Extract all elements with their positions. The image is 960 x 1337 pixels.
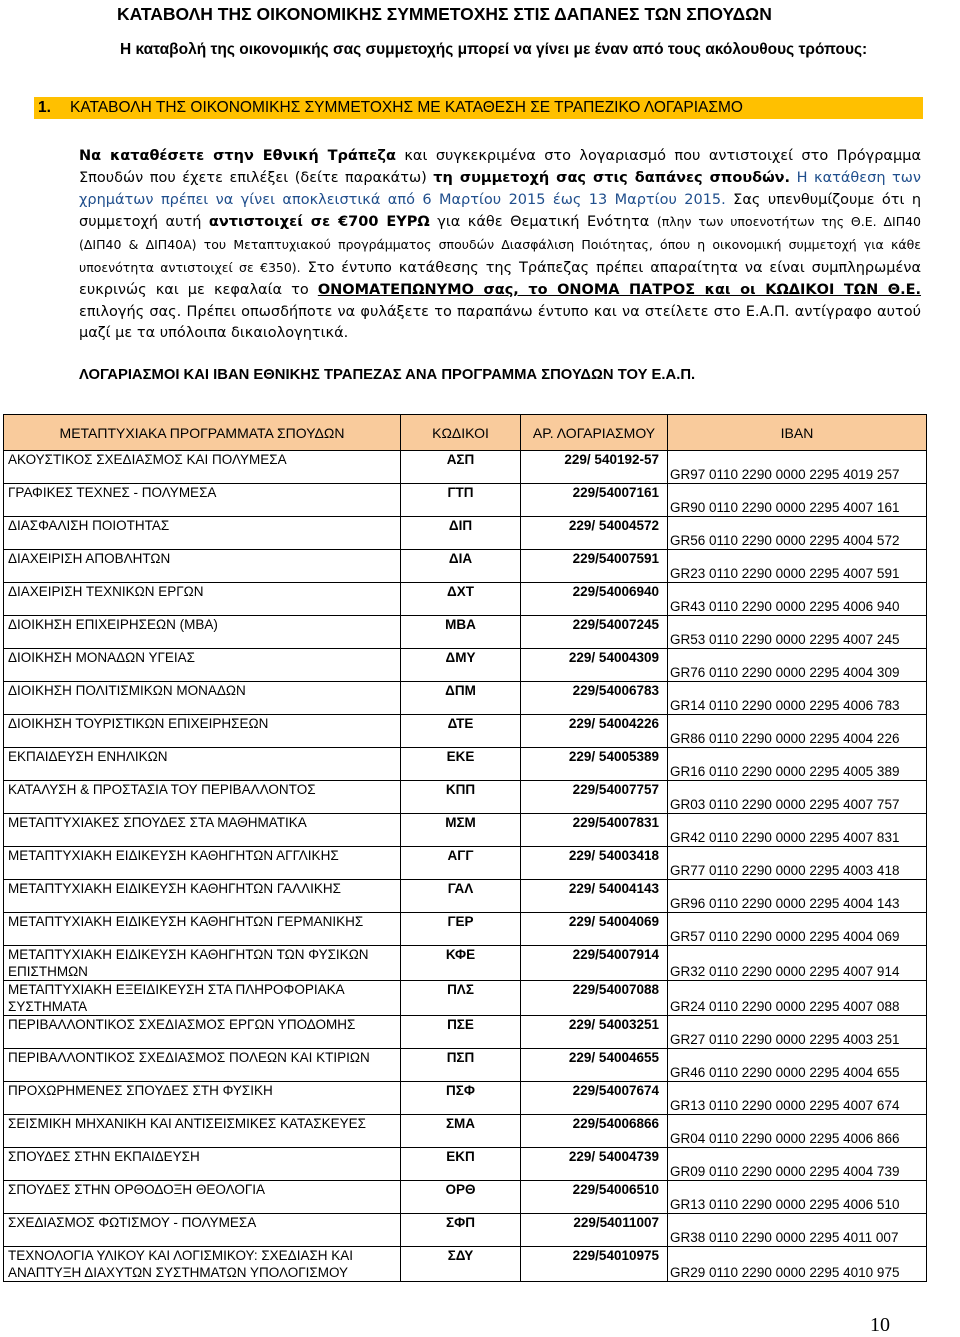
accounts-heading: ΛΟΓΑΡΙΑΣΜΟΙ ΚΑΙ IBAN ΕΘΝΙΚΗΣ ΤΡΑΠΕΖΑΣ ΑΝΑ ΠΡΟΓΡΑΜΜΑ ΣΠΟΥΔΩΝ ΤΟΥ Ε.Α.Π. — [79, 367, 696, 383]
account-cell: 229/ 540192-57 — [521, 451, 668, 484]
table-row — [4, 484, 927, 517]
iban-cell: GR24 0110 2290 0000 2295 4007 088 — [668, 981, 927, 1016]
program-cell: ΚΑΤΑΛΥΣΗ & ΠΡΟΣΤΑΣΙΑ ΤΟΥ ΠΕΡΙΒΑΛΛΟΝΤΟΣ — [4, 781, 401, 814]
code-cell: ΣΔΥ — [401, 1247, 521, 1282]
program-cell: ΠΡΟΧΩΡΗΜΕΝΕΣ ΣΠΟΥΔΕΣ ΣΤΗ ΦΥΣΙΚΗ — [4, 1082, 401, 1115]
code-cell: ΚΠΠ — [401, 781, 521, 814]
table-row — [4, 1247, 927, 1282]
table-row — [4, 1214, 927, 1247]
account-cell: 229/54007161 — [521, 484, 668, 517]
table-row — [4, 1049, 927, 1082]
table-row — [4, 1016, 927, 1049]
column-header-program: ΜΕΤΑΠΤΥΧΙΑΚΑ ΠΡΟΓΡΑΜΜΑΤΑ ΣΠΟΥΔΩΝ — [4, 415, 401, 451]
para-text-1: και συγκεκριμένα στο λογαριασμό που αντιστοιχεί στο Πρόγραμμα Σπουδών που έχετε επιλέξει (δείτε παρακάτω) — [79, 148, 921, 186]
code-cell: ΜΒΑ — [401, 616, 521, 649]
program-cell: ΜΕΤΑΠΤΥΧΙΑΚΗ ΕΞΕΙΔΙΚΕΥΣΗ ΣΤΑ ΠΛΗΡΟΦΟΡΙΑΚΑ ΣΥΣΤΗΜΑΤΑ — [4, 981, 401, 1016]
program-cell: ΔΙΑΣΦΑΛΙΣΗ ΠΟΙΟΤΗΤΑΣ — [4, 517, 401, 550]
iban-cell: GR04 0110 2290 0000 2295 4006 866 — [668, 1115, 927, 1148]
column-header-account: ΑΡ. ΛΟΓΑΡΙΑΣΜΟΥ — [521, 415, 668, 451]
iban-cell: GR32 0110 2290 0000 2295 4007 914 — [668, 946, 927, 981]
table-row — [4, 616, 927, 649]
accounts-table-container — [3, 414, 926, 1282]
account-cell: 229/ 54003251 — [521, 1016, 668, 1049]
account-cell: 229/54006940 — [521, 583, 668, 616]
account-cell: 229/54007591 — [521, 550, 668, 583]
section-title: ΚΑΤΑΒΟΛΗ ΤΗΣ ΟΙΚΟΝΟΜΙΚΗΣ ΣΥΜΜΕΤΟΧΗΣ ΜΕ ΚΑΤΑΘΕΣΗ ΣΕ ΤΡΑΠΕΖΙΚΟ ΛΟΓΑΡΙΑΣΜΟ — [70, 99, 743, 116]
table-row — [4, 781, 927, 814]
code-cell: ΠΣΕ — [401, 1016, 521, 1049]
code-cell: ΑΣΠ — [401, 451, 521, 484]
table-row — [4, 550, 927, 583]
iban-cell: GR03 0110 2290 0000 2295 4007 757 — [668, 781, 927, 814]
code-cell: ΠΛΣ — [401, 981, 521, 1016]
code-cell: ΣΦΠ — [401, 1214, 521, 1247]
program-cell: ΜΕΤΑΠΤΥΧΙΑΚΕΣ ΣΠΟΥΔΕΣ ΣΤΑ ΜΑΘΗΜΑΤΙΚΑ — [4, 814, 401, 847]
para-emphasis-1: τη συμμετοχή σας στις δαπάνες σπουδών. — [433, 169, 791, 186]
program-cell: ΔΙΑΧΕΙΡΙΣΗ ΑΠΟΒΛΗΤΩΝ — [4, 550, 401, 583]
para-text-3: για κάθε Θεματική Ενότητα — [429, 214, 657, 231]
program-cell: ΔΙΟΙΚΗΣΗ ΠΟΛΙΤΙΣΜΙΚΩΝ ΜΟΝΑΔΩΝ — [4, 682, 401, 715]
account-cell: 229/ 54004143 — [521, 880, 668, 913]
code-cell: ΠΣΠ — [401, 1049, 521, 1082]
program-cell: ΔΙΟΙΚΗΣΗ ΤΟΥΡΙΣΤΙΚΩΝ ΕΠΙΧΕΙΡΗΣΕΩΝ — [4, 715, 401, 748]
iban-cell: GR29 0110 2290 0000 2295 4010 975 — [668, 1247, 927, 1282]
table-row — [4, 649, 927, 682]
table-row — [4, 814, 927, 847]
instructions-paragraph — [79, 146, 921, 345]
account-cell: 229/54007914 — [521, 946, 668, 981]
code-cell: ΔΙΠ — [401, 517, 521, 550]
table-row — [4, 1181, 927, 1214]
iban-cell: GR86 0110 2290 0000 2295 4004 226 — [668, 715, 927, 748]
program-cell: ΣΧΕΔΙΑΣΜΟΣ ΦΩΤΙΣΜΟΥ - ΠΟΛΥΜΕΣΑ — [4, 1214, 401, 1247]
iban-cell: GR97 0110 2290 0000 2295 4019 257 — [668, 451, 927, 484]
code-cell: ΑΓΓ — [401, 847, 521, 880]
code-cell: ΚΦΕ — [401, 946, 521, 981]
table-header-row — [4, 415, 927, 451]
code-cell: ΓΕΡ — [401, 913, 521, 946]
iban-cell: GR14 0110 2290 0000 2295 4006 783 — [668, 682, 927, 715]
account-cell: 229/ 54004069 — [521, 913, 668, 946]
para-intro: Να καταθέσετε στην Εθνική Τράπεζα — [79, 148, 396, 164]
table-row — [4, 913, 927, 946]
iban-cell: GR76 0110 2290 0000 2295 4004 309 — [668, 649, 927, 682]
table-row — [4, 981, 927, 1016]
account-cell: 229/ 54004309 — [521, 649, 668, 682]
iban-cell: GR46 0110 2290 0000 2295 4004 655 — [668, 1049, 927, 1082]
account-cell: 229/54007757 — [521, 781, 668, 814]
account-cell: 229/54007245 — [521, 616, 668, 649]
code-cell: ΓΤΠ — [401, 484, 521, 517]
program-cell: ΔΙΟΙΚΗΣΗ ΕΠΙΧΕΙΡΗΣΕΩΝ (ΜΒΑ) — [4, 616, 401, 649]
account-cell: 229/54007674 — [521, 1082, 668, 1115]
iban-cell: GR13 0110 2290 0000 2295 4007 674 — [668, 1082, 927, 1115]
iban-cell: GR77 0110 2290 0000 2295 4003 418 — [668, 847, 927, 880]
para-text-4: Στο έντυπο κατάθεσης της Τράπεζας πρέπει απαραίτητα να είναι συμπληρωμένα ευκρινώς και με κεφαλαία το — [79, 259, 921, 298]
table-row — [4, 451, 927, 484]
program-cell: ΤΕΧΝΟΛΟΓΙΑ ΥΛΙΚΟΥ ΚΑΙ ΛΟΓΙΣΜΙΚΟΥ: ΣΧΕΔΙΑΣΗ ΚΑΙ ΑΝΑΠΤΥΞΗ ΔΙΑΧΥΤΩΝ ΣΥΣΤΗΜΑΤΩΝ ΥΠΟΛΟΓΙΣΜΟΥ — [4, 1247, 401, 1282]
iban-cell: GR16 0110 2290 0000 2295 4005 389 — [668, 748, 927, 781]
section-number: 1. — [38, 99, 51, 116]
program-cell: ΜΕΤΑΠΤΥΧΙΑΚΗ ΕΙΔΙΚΕΥΣΗ ΚΑΘΗΓΗΤΩΝ ΑΓΓΛΙΚΗΣ — [4, 847, 401, 880]
program-cell: ΑΚΟΥΣΤΙΚΟΣ ΣΧΕΔΙΑΣΜΟΣ ΚΑΙ ΠΟΛΥΜΕΣΑ — [4, 451, 401, 484]
account-cell: 229/54007831 — [521, 814, 668, 847]
iban-cell: GR53 0110 2290 0000 2295 4007 245 — [668, 616, 927, 649]
para-required-fields: ΟΝΟΜΑΤΕΠΩΝΥΜΟ σας, το ΟΝΟΜΑ ΠΑΤΡΟΣ και οι ΚΩΔΙΚΟΙ ΤΩΝ Θ.Ε. — [317, 281, 922, 298]
account-cell: 229/ 54003418 — [521, 847, 668, 880]
table-row — [4, 847, 927, 880]
code-cell: ΟΡΘ — [401, 1181, 521, 1214]
iban-cell: GR42 0110 2290 0000 2295 4007 831 — [668, 814, 927, 847]
iban-cell: GR23 0110 2290 0000 2295 4007 591 — [668, 550, 927, 583]
iban-cell: GR56 0110 2290 0000 2295 4004 572 — [668, 517, 927, 550]
account-cell: 229/54010975 — [521, 1247, 668, 1282]
program-cell: ΔΙΑΧΕΙΡΙΣΗ ΤΕΧΝΙΚΩΝ ΕΡΓΩΝ — [4, 583, 401, 616]
table-row — [4, 1148, 927, 1181]
para-exception: (πλην των υποενοτήτων της Θ.Ε. ΔΙΠ40 (ΔΙΠ40 & ΔΙΠ40Α) του Μεταπτυχιακού προγράμματος σπουδών Διασφάλιση Ποιότητας, όπου η οικονομική συμμετοχή για κάθε υποενότητα αντιστοιχεί σε €350). — [79, 214, 921, 275]
code-cell: ΔΙΑ — [401, 550, 521, 583]
table-row — [4, 682, 927, 715]
table-row — [4, 946, 927, 981]
section-heading-bar — [34, 97, 923, 119]
account-cell: 229/54011007 — [521, 1214, 668, 1247]
program-cell: ΕΚΠΑΙΔΕΥΣΗ ΕΝΗΛΙΚΩΝ — [4, 748, 401, 781]
account-cell: 229/54006510 — [521, 1181, 668, 1214]
account-cell: 229/ 54004655 — [521, 1049, 668, 1082]
code-cell: ΔΤΕ — [401, 715, 521, 748]
iban-cell: GR13 0110 2290 0000 2295 4006 510 — [668, 1181, 927, 1214]
accounts-table — [3, 414, 927, 1282]
para-text-5: επιλογής σας. Πρέπει οπωσδήποτε να φυλάξετε το παραπάνω έντυπο και να στείλετε στο Ε.Α.Π. αντίγραφο αυτού μαζί με τα υπόλοιπα δικαιολογητικά. — [79, 303, 921, 342]
table-row — [4, 1115, 927, 1148]
program-cell: ΣΠΟΥΔΕΣ ΣΤΗΝ ΕΚΠΑΙΔΕΥΣΗ — [4, 1148, 401, 1181]
iban-cell: GR09 0110 2290 0000 2295 4004 739 — [668, 1148, 927, 1181]
program-cell: ΓΡΑΦΙΚΕΣ ΤΕΧΝΕΣ - ΠΟΛΥΜΕΣΑ — [4, 484, 401, 517]
iban-cell: GR96 0110 2290 0000 2295 4004 143 — [668, 880, 927, 913]
table-row — [4, 880, 927, 913]
table-body — [4, 451, 927, 1282]
account-cell: 229/54006783 — [521, 682, 668, 715]
program-cell: ΠΕΡΙΒΑΛΛΟΝΤΙΚΟΣ ΣΧΕΔΙΑΣΜΟΣ ΠΟΛΕΩΝ ΚΑΙ ΚΤΙΡΙΩΝ — [4, 1049, 401, 1082]
program-cell: ΜΕΤΑΠΤΥΧΙΑΚΗ ΕΙΔΙΚΕΥΣΗ ΚΑΘΗΓΗΤΩΝ ΓΕΡΜΑΝΙΚΗΣ — [4, 913, 401, 946]
code-cell: ΕΚΠ — [401, 1148, 521, 1181]
table-row — [4, 583, 927, 616]
code-cell: ΔΜΥ — [401, 649, 521, 682]
account-cell: 229/54007088 — [521, 981, 668, 1016]
program-cell: ΔΙΟΙΚΗΣΗ ΜΟΝΑΔΩΝ ΥΓΕΙΑΣ — [4, 649, 401, 682]
code-cell: ΣΜΑ — [401, 1115, 521, 1148]
table-row — [4, 517, 927, 550]
iban-cell: GR90 0110 2290 0000 2295 4007 161 — [668, 484, 927, 517]
table-row — [4, 748, 927, 781]
code-cell: ΠΣΦ — [401, 1082, 521, 1115]
column-header-code: ΚΩΔΙΚΟΙ — [401, 415, 521, 451]
iban-cell: GR38 0110 2290 0000 2295 4011 007 — [668, 1214, 927, 1247]
para-deadline: Η κατάθεση των χρημάτων πρέπει να γίνει αποκλειστικά από 6 Μαρτίου 2015 έως 13 Μαρτίου 2015. — [79, 169, 922, 208]
account-cell: 229/ 54004572 — [521, 517, 668, 550]
account-cell: 229/54006866 — [521, 1115, 668, 1148]
page-number: 10 — [870, 1314, 890, 1336]
program-cell: ΣΠΟΥΔΕΣ ΣΤΗΝ ΟΡΘΟΔΟΞΗ ΘΕΟΛΟΓΙΑ — [4, 1181, 401, 1214]
column-header-iban: IBAN — [668, 415, 927, 451]
account-cell: 229/ 54004226 — [521, 715, 668, 748]
para-text-2: Σας υπενθυμίζουμε ότι η συμμετοχή αυτή — [79, 191, 922, 231]
program-cell: ΜΕΤΑΠΤΥΧΙΑΚΗ ΕΙΔΙΚΕΥΣΗ ΚΑΘΗΓΗΤΩΝ ΓΑΛΛΙΚΗΣ — [4, 880, 401, 913]
page-subtitle: Η καταβολή της οικονομικής σας συμμετοχής μπορεί να γίνει με έναν από τους ακόλουθους τρόπους: — [120, 41, 868, 58]
code-cell: ΓΑΛ — [401, 880, 521, 913]
program-cell: ΜΕΤΑΠΤΥΧΙΑΚΗ ΕΙΔΙΚΕΥΣΗ ΚΑΘΗΓΗΤΩΝ ΤΩΝ ΦΥΣΙΚΩΝ ΕΠΙΣΤΗΜΩΝ — [4, 946, 401, 981]
account-cell: 229/ 54004739 — [521, 1148, 668, 1181]
table-row — [4, 1082, 927, 1115]
table-row — [4, 715, 927, 748]
program-cell: ΠΕΡΙΒΑΛΛΟΝΤΙΚΟΣ ΣΧΕΔΙΑΣΜΟΣ ΕΡΓΩΝ ΥΠΟΔΟΜΗΣ — [4, 1016, 401, 1049]
account-cell: 229/ 54005389 — [521, 748, 668, 781]
iban-cell: GR57 0110 2290 0000 2295 4004 069 — [668, 913, 927, 946]
para-amount: αντιστοιχεί σε €700 ΕΥΡΩ — [208, 214, 430, 231]
code-cell: ΔΠΜ — [401, 682, 521, 715]
program-cell: ΣΕΙΣΜΙΚΗ ΜΗΧΑΝΙΚΗ ΚΑΙ ΑΝΤΙΣΕΙΣΜΙΚΕΣ ΚΑΤΑΣΚΕΥΕΣ — [4, 1115, 401, 1148]
page-title: ΚΑΤΑΒΟΛΗ ΤΗΣ ΟΙΚΟΝΟΜΙΚΗΣ ΣΥΜΜΕΤΟΧΗΣ ΣΤΙΣ ΔΑΠΑΝΕΣ ΤΩΝ ΣΠΟΥΔΩΝ — [117, 4, 772, 24]
code-cell: ΜΣΜ — [401, 814, 521, 847]
code-cell: ΕΚΕ — [401, 748, 521, 781]
code-cell: ΔΧΤ — [401, 583, 521, 616]
iban-cell: GR43 0110 2290 0000 2295 4006 940 — [668, 583, 927, 616]
iban-cell: GR27 0110 2290 0000 2295 4003 251 — [668, 1016, 927, 1049]
